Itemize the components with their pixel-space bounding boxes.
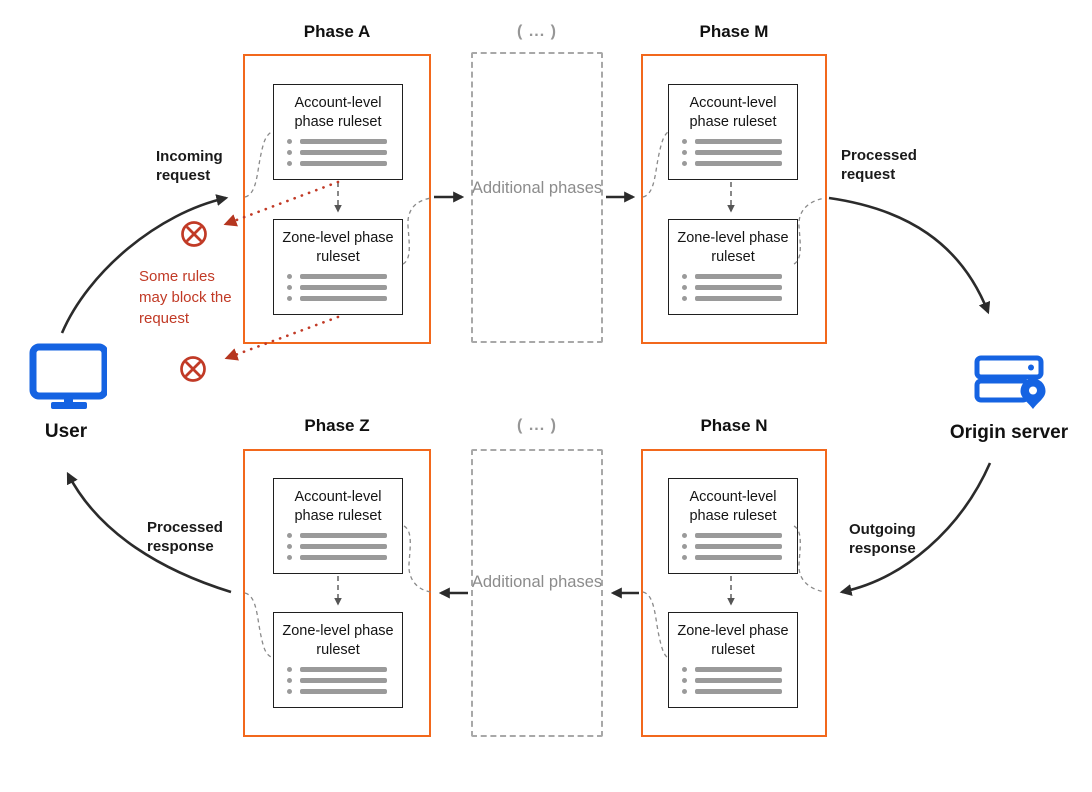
ruleset-row — [682, 147, 782, 158]
rule-line — [300, 689, 387, 694]
phase-z-zone-ruleset-card — [273, 612, 403, 708]
ruleset-row — [287, 541, 387, 552]
incoming-request-label: Incoming request — [156, 148, 223, 184]
rule-line — [695, 139, 782, 144]
bullet-dot-icon — [682, 296, 687, 301]
ruleset-row — [287, 282, 387, 293]
bullet-dot-icon — [287, 555, 292, 560]
bullet-dot-icon — [682, 139, 687, 144]
bullet-dot-icon — [287, 139, 292, 144]
ruleset-row — [682, 686, 782, 697]
ruleset-card-label: Account-level phase ruleset — [689, 489, 777, 524]
ruleset-row — [682, 271, 782, 282]
rule-line — [695, 667, 782, 672]
ruleset-row — [287, 530, 387, 541]
processed-response-label: Processed response — [147, 519, 223, 555]
bullet-dot-icon — [287, 274, 292, 279]
rule-line — [300, 285, 387, 290]
blocked-request-icon-2 — [182, 358, 205, 381]
bullet-dot-icon — [682, 555, 687, 560]
ruleset-row — [682, 136, 782, 147]
ruleset-rows — [274, 271, 402, 304]
ruleset-row — [682, 675, 782, 686]
rule-line — [695, 544, 782, 549]
ruleset-card-label: Zone-level phase ruleset — [282, 623, 394, 658]
bullet-dot-icon — [682, 678, 687, 683]
bullet-dot-icon — [682, 689, 687, 694]
additional-phases-box-bottom — [471, 449, 603, 737]
ruleset-row — [682, 552, 782, 563]
ruleset-rows — [669, 271, 797, 304]
additional-phases-label-bottom: Additional phases — [471, 573, 603, 591]
ruleset-row — [287, 675, 387, 686]
rule-line — [695, 150, 782, 155]
phase-m-account-ruleset-card — [668, 84, 798, 180]
ruleset-rows — [669, 664, 797, 697]
bullet-dot-icon — [287, 150, 292, 155]
user-label: User — [44, 421, 88, 442]
rule-line — [695, 274, 782, 279]
phase-z-title: Phase Z — [304, 416, 370, 435]
rule-line — [300, 139, 387, 144]
ruleset-rows — [669, 530, 797, 563]
bullet-dot-icon — [682, 161, 687, 166]
ruleset-rows — [274, 136, 402, 169]
bullet-dot-icon — [682, 285, 687, 290]
rule-line — [300, 555, 387, 560]
bullet-dot-icon — [287, 533, 292, 538]
ruleset-card-label: Account-level phase ruleset — [294, 95, 382, 130]
block-note-label: Some rules may block the request — [139, 268, 232, 327]
rule-line — [695, 555, 782, 560]
ruleset-card-label: Zone-level phase ruleset — [677, 623, 789, 658]
ruleset-row — [682, 293, 782, 304]
ruleset-row — [287, 147, 387, 158]
ruleset-card-label: Zone-level phase ruleset — [282, 230, 394, 265]
phase-n-zone-ruleset-card — [668, 612, 798, 708]
rule-line — [695, 533, 782, 538]
bullet-dot-icon — [682, 544, 687, 549]
ruleset-row — [682, 541, 782, 552]
rule-line — [300, 161, 387, 166]
rule-line — [695, 285, 782, 290]
bullet-dot-icon — [682, 150, 687, 155]
rule-line — [300, 544, 387, 549]
rule-line — [300, 678, 387, 683]
processed-request-arrow — [829, 198, 988, 312]
rule-line — [300, 296, 387, 301]
rule-line — [300, 533, 387, 538]
phase-a-account-ruleset-card — [273, 84, 403, 180]
bullet-dot-icon — [287, 689, 292, 694]
origin-server-icon — [971, 352, 1049, 414]
rule-line — [695, 296, 782, 301]
bullet-dot-icon — [287, 667, 292, 672]
ruleset-rows — [274, 530, 402, 563]
bullet-dot-icon — [682, 533, 687, 538]
rule-line — [300, 667, 387, 672]
rule-line — [695, 689, 782, 694]
bullet-dot-icon — [287, 678, 292, 683]
ruleset-row — [682, 158, 782, 169]
ruleset-card-label: Account-level phase ruleset — [689, 95, 777, 130]
ruleset-row — [287, 158, 387, 169]
phase-z-account-ruleset-card — [273, 478, 403, 574]
bullet-dot-icon — [287, 285, 292, 290]
blocked-request-icon-1 — [183, 223, 206, 246]
ruleset-card-label: Zone-level phase ruleset — [677, 230, 789, 265]
rule-line — [695, 678, 782, 683]
bullet-dot-icon — [287, 544, 292, 549]
rule-line — [695, 161, 782, 166]
ruleset-row — [287, 293, 387, 304]
bullet-dot-icon — [682, 274, 687, 279]
ellipsis-label-top: ( ... ) — [517, 23, 557, 40]
bullet-dot-icon — [287, 296, 292, 301]
user-monitor-icon — [27, 342, 107, 412]
phase-n-account-ruleset-card — [668, 478, 798, 574]
rule-line — [300, 274, 387, 279]
phase-n-title: Phase N — [700, 416, 768, 435]
phase-a-title: Phase A — [303, 22, 371, 41]
ruleset-row — [682, 530, 782, 541]
ruleset-rows — [274, 664, 402, 697]
phase-m-zone-ruleset-card — [668, 219, 798, 315]
ruleset-card-label: Account-level phase ruleset — [294, 489, 382, 524]
rule-line — [300, 150, 387, 155]
ruleset-row — [287, 664, 387, 675]
ruleset-row — [682, 664, 782, 675]
ruleset-row — [287, 552, 387, 563]
processed-request-label: Processed request — [841, 147, 917, 183]
ellipsis-label-bottom: ( ... ) — [517, 417, 557, 434]
ruleset-row — [287, 686, 387, 697]
outgoing-response-label: Outgoing response — [849, 521, 916, 557]
ruleset-rows — [669, 136, 797, 169]
bullet-dot-icon — [682, 667, 687, 672]
origin-server-label: Origin server — [949, 422, 1069, 443]
ruleset-row — [287, 271, 387, 282]
ruleset-row — [287, 136, 387, 147]
bullet-dot-icon — [287, 161, 292, 166]
phase-a-zone-ruleset-card — [273, 219, 403, 315]
phase-m-title: Phase M — [699, 22, 769, 41]
ruleset-row — [682, 282, 782, 293]
additional-phases-label-top: Additional phases — [471, 179, 603, 197]
